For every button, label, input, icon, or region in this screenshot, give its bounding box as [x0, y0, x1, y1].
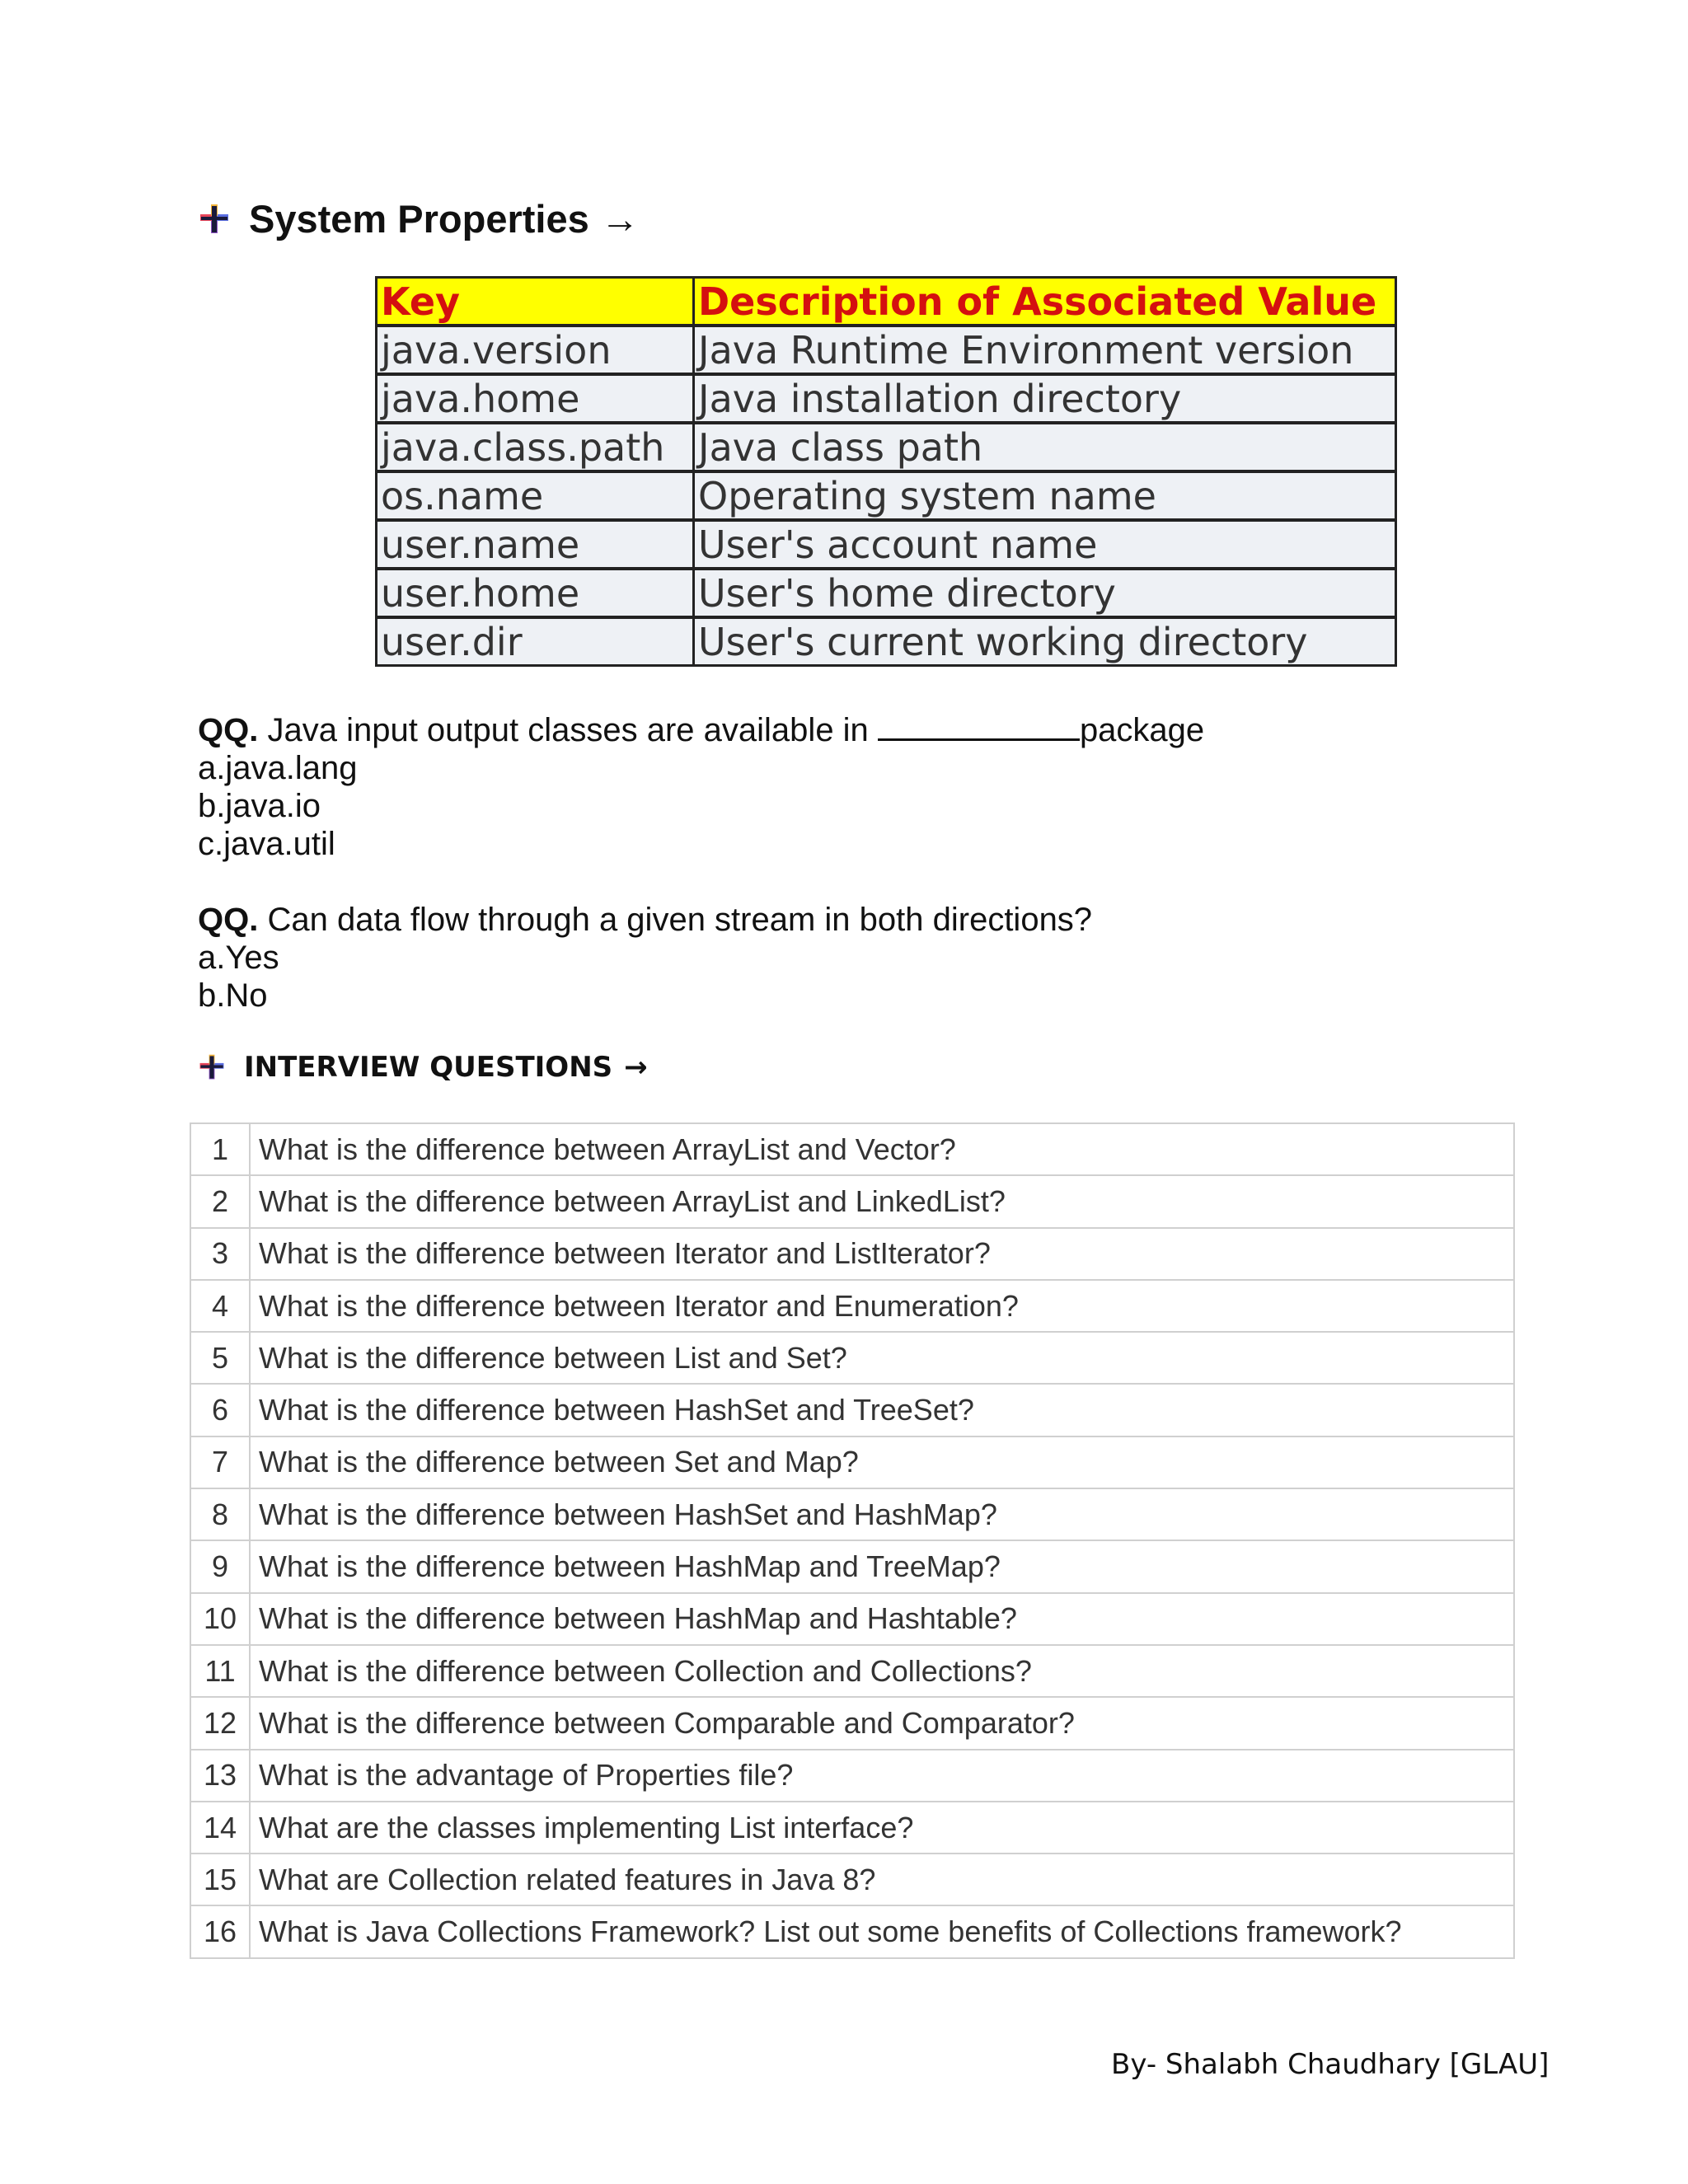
property-key: user.name: [377, 520, 694, 569]
table-row: [190, 1175, 1514, 1227]
question-number: 3: [190, 1228, 250, 1280]
table-row: [190, 1905, 1514, 1957]
question-text: What is the difference between HashMap and Hashtable?: [250, 1593, 1514, 1645]
question-number: 9: [190, 1540, 250, 1592]
question-number: 6: [190, 1384, 250, 1436]
system-properties-title: System Properties: [249, 197, 589, 241]
table-row: [190, 1228, 1514, 1280]
description-column-header: Description of Associated Value: [694, 278, 1396, 326]
table-row: [377, 569, 1396, 617]
interview-questions-title: INTERVIEW QUESTIONS: [244, 1051, 613, 1084]
four-point-star-bullet-icon: [198, 1053, 226, 1081]
question-number: 11: [190, 1645, 250, 1697]
property-key: java.version: [377, 326, 694, 374]
interview-questions-heading: [198, 1051, 648, 1084]
quiz-question: [198, 710, 1204, 749]
property-description: User's account name: [694, 520, 1396, 569]
quiz-question: [198, 901, 1092, 939]
property-key: os.name: [377, 471, 694, 520]
quiz-option: c.java.util: [198, 826, 335, 862]
quiz-option: a.java.lang: [198, 750, 358, 786]
property-description: Java installation directory: [694, 374, 1396, 423]
quiz-option: a.Yes: [198, 940, 279, 976]
right-arrow-icon: →: [624, 1051, 648, 1084]
question-number: 16: [190, 1905, 250, 1957]
question-text: What are Collection related features in Java 8?: [250, 1854, 1514, 1905]
table-row: [377, 617, 1396, 666]
table-row: [190, 1593, 1514, 1645]
question-text: What is the difference between HashSet and TreeSet?: [250, 1384, 1514, 1436]
property-key: java.home: [377, 374, 694, 423]
table-row: [190, 1854, 1514, 1905]
system-properties-heading: [198, 196, 640, 241]
fill-in-blank: [878, 710, 1080, 741]
property-description: Java Runtime Environment version: [694, 326, 1396, 374]
table-row: [377, 520, 1396, 569]
question-number: 2: [190, 1175, 250, 1227]
property-description: Operating system name: [694, 471, 1396, 520]
key-column-header: Key: [377, 278, 694, 326]
question-text: What is the difference between Iterator and ListIterator?: [250, 1228, 1514, 1280]
question-text: What is the difference between Set and Map?: [250, 1436, 1514, 1488]
table-row: [190, 1123, 1514, 1175]
question-text: What is the difference between List and Set?: [250, 1332, 1514, 1384]
table-header-row: [377, 278, 1396, 326]
system-properties-table: [375, 276, 1397, 667]
table-row: [190, 1645, 1514, 1697]
question-number: 1: [190, 1123, 250, 1175]
question-number: 4: [190, 1280, 250, 1332]
table-row: [377, 471, 1396, 520]
table-row: [190, 1697, 1514, 1749]
four-point-star-bullet-icon: [198, 203, 231, 236]
question-number: 15: [190, 1854, 250, 1905]
question-text: What is the difference between HashMap and TreeMap?: [250, 1540, 1514, 1592]
quiz-question-text: Java input output classes are available in: [267, 712, 869, 748]
table-row: [190, 1436, 1514, 1488]
property-key: user.home: [377, 569, 694, 617]
quiz-option: b.java.io: [198, 788, 321, 824]
table-row: [190, 1280, 1514, 1332]
author-footer: By- Shalabh Chaudhary [GLAU]: [1111, 2048, 1550, 2081]
question-number: 5: [190, 1332, 250, 1384]
right-arrow-icon: →: [600, 197, 640, 241]
table-row: [190, 1332, 1514, 1384]
table-row: [377, 423, 1396, 471]
property-description: User's current working directory: [694, 617, 1396, 666]
question-text: What are the classes implementing List interface?: [250, 1802, 1514, 1854]
quiz-question-block: [198, 710, 1204, 863]
table-row: [190, 1540, 1514, 1592]
question-text: What is the advantage of Properties file?: [250, 1750, 1514, 1802]
question-text: What is the difference between Iterator and Enumeration?: [250, 1280, 1514, 1332]
question-number: 10: [190, 1593, 250, 1645]
property-description: Java class path: [694, 423, 1396, 471]
property-key: user.dir: [377, 617, 694, 666]
table-row: [190, 1750, 1514, 1802]
question-number: 7: [190, 1436, 250, 1488]
question-number: 12: [190, 1697, 250, 1749]
table-row: [190, 1384, 1514, 1436]
interview-questions-table: [190, 1122, 1515, 1959]
question-number: 8: [190, 1488, 250, 1540]
table-row: [190, 1802, 1514, 1854]
table-row: [190, 1488, 1514, 1540]
question-text: What is Java Collections Framework? List out some benefits of Collections framework?: [250, 1905, 1514, 1957]
quiz-question-text: Can data flow through a given stream in both directions?: [267, 902, 1093, 938]
question-text: What is the difference between Collection and Collections?: [250, 1645, 1514, 1697]
property-description: User's home directory: [694, 569, 1396, 617]
question-number: 13: [190, 1750, 250, 1802]
quiz-question-block: [198, 901, 1092, 1015]
table-row: [377, 326, 1396, 374]
quiz-question-text-after: package: [1079, 712, 1205, 748]
table-row: [377, 374, 1396, 423]
question-number: 14: [190, 1802, 250, 1854]
quiz-label: QQ.: [198, 712, 259, 748]
quiz-label: QQ.: [198, 902, 259, 938]
quiz-option: b.No: [198, 977, 268, 1014]
question-text: What is the difference between Comparable and Comparator?: [250, 1697, 1514, 1749]
question-text: What is the difference between ArrayList and Vector?: [250, 1123, 1514, 1175]
question-text: What is the difference between ArrayList and LinkedList?: [250, 1175, 1514, 1227]
question-text: What is the difference between HashSet and HashMap?: [250, 1488, 1514, 1540]
property-key: java.class.path: [377, 423, 694, 471]
